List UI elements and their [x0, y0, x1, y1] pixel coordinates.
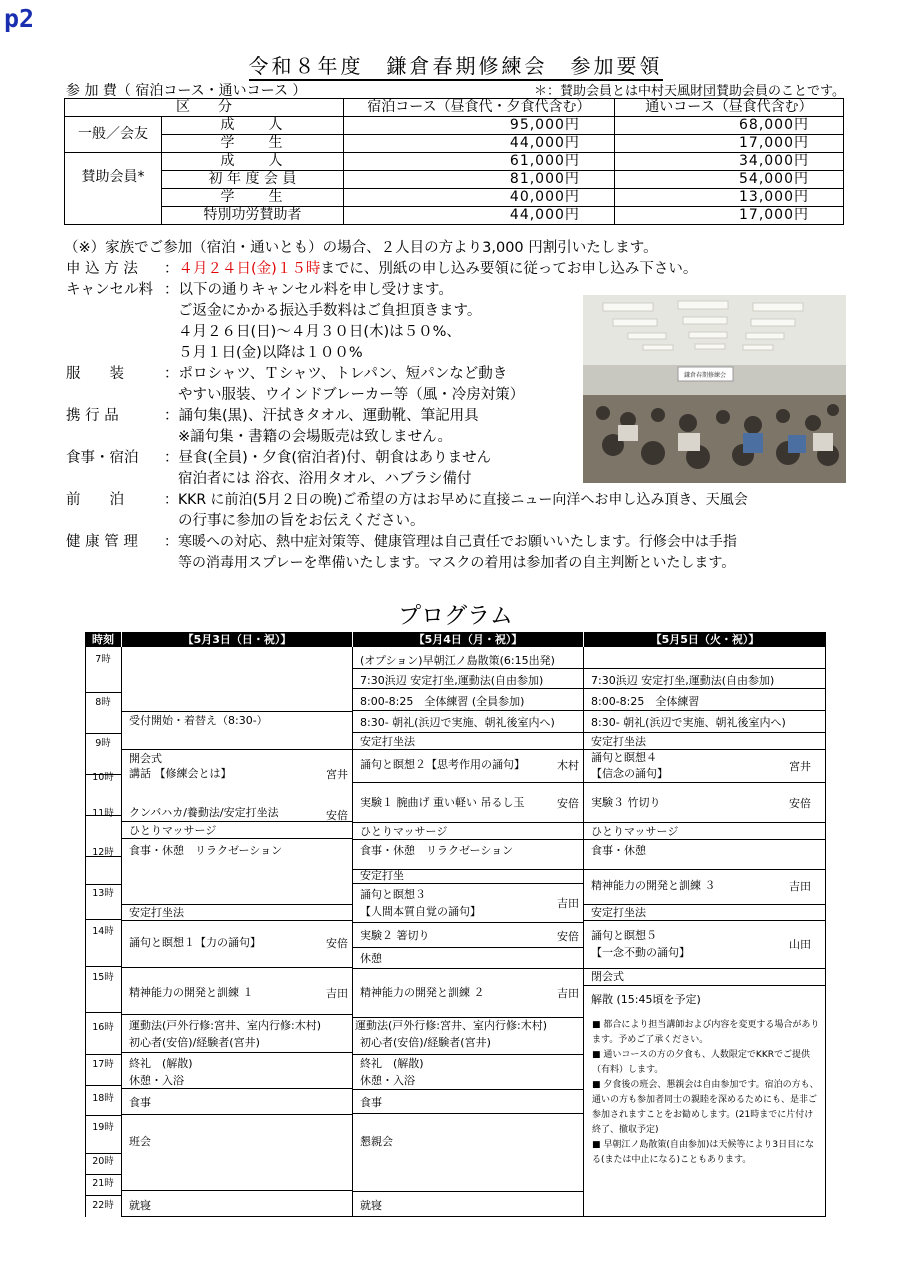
day2-event: 7:30浜辺 安定打坐,運動法(自由参加)	[360, 674, 544, 687]
dress-line: やすい服装、ウインドブレーカー等（風・冷房対策）	[178, 387, 525, 403]
table-row	[65, 153, 844, 171]
day1-event: 班会	[129, 1135, 151, 1148]
day3-event: 7:30浜辺 安定打坐,運動法(自由参加)	[591, 674, 775, 687]
items-line: ※誦句集・書籍の会場販売は致しません。	[178, 429, 453, 445]
day3-event: 閉会式	[591, 970, 624, 983]
table-row	[65, 117, 844, 135]
day3-event: 8:30- 朝礼(浜辺で実施、朝礼後室内へ)	[591, 716, 786, 729]
note-item: ■ 早朝江ノ島散策(自由参加)は天候等により3日目になる(または中止になる)こともあります。	[592, 1140, 815, 1165]
hour-label: 21時	[92, 1178, 114, 1189]
day3-event: 安定打坐法	[591, 735, 646, 748]
fee-stay: 95,000円	[343, 117, 614, 135]
fee-stay: 61,000円	[343, 153, 614, 171]
fee-note: ＊：賛助会員とは中村天風財団賛助会員のことです。	[534, 84, 845, 99]
day1-event: 講話 【修練会とは】	[129, 767, 232, 780]
fee-stay: 81,000円	[343, 171, 614, 189]
day3-event: 8:00-8:25 全体練習	[591, 695, 700, 708]
schedule-header-day3: 【5月5日（火・祝）】	[584, 632, 826, 647]
day2-event: 就寝	[360, 1199, 382, 1212]
day3-speaker: 安倍	[789, 797, 811, 810]
fee-commute: 54,000円	[614, 171, 843, 189]
day1-event: 精神能力の開発と訓練 １	[129, 986, 254, 999]
day1-event: 食事・休憩 リラクゼーション	[129, 844, 283, 857]
apply-text: ：４月２４日(金)１５時までに、別紙の申し込み要領に従ってお申し込み下さい。	[164, 261, 698, 277]
fee-commute: 34,000円	[614, 153, 843, 171]
day1-speaker: 安倍	[326, 937, 348, 950]
schedule-header-day2: 【5月4日（月・祝）】	[353, 632, 583, 647]
fee-cat-general: 一般／会友	[65, 117, 162, 153]
cancel-line: ５月１日(金)以降は１００%	[178, 345, 363, 361]
hour-label: 22時	[92, 1200, 114, 1211]
table-row	[65, 135, 844, 153]
day1-event: 食事	[129, 1096, 151, 1109]
day2-event: 運動法(戸外行修:宮井、室内行修:木村)	[355, 1019, 547, 1032]
day2-event: 実験１ 腕曲げ 重い軽い 吊るし玉	[360, 796, 525, 809]
hour-label: 12時	[92, 847, 114, 858]
hour-label: 19時	[92, 1122, 114, 1133]
table-row	[65, 207, 844, 225]
day2-event: 安定打坐	[360, 869, 404, 882]
hour-label: 11時	[92, 808, 114, 819]
day2-event: 食事	[360, 1096, 382, 1109]
fee-header-commute: 通いコース（昼食代含む）	[614, 99, 843, 117]
health-label: 健 康 管 理	[66, 534, 138, 550]
hour-label: 13時	[92, 888, 114, 899]
note-item: ■ 都合により担当講師および内容を変更する場合があります。予めご了承ください。	[592, 1020, 820, 1045]
page-title: 令和８年度 鎌倉春期修練会 参加要領	[0, 50, 911, 79]
health-line: 寒暖への対応、熱中症対策等、健康管理は自己責任でお願いいたします。行修会中は手指	[178, 534, 737, 550]
day2-event: 8:00-8:25 全体練習 (全員参加)	[360, 695, 525, 708]
day3-event: 解散 (15:45頃を予定)	[591, 993, 701, 1006]
fee-header-row	[65, 99, 844, 117]
day2-event: 休憩・入浴	[360, 1074, 415, 1087]
table-row	[65, 189, 844, 207]
day2-event: 安定打坐法	[360, 735, 415, 748]
cancel-line: 以下の通りキャンセル料を申し受けます。	[178, 282, 453, 298]
day3-event: 実験３ 竹切り	[591, 796, 661, 809]
day1-event: 開会式	[129, 752, 162, 765]
fee-row-name: 学 生	[162, 135, 344, 153]
day3-event: ひとりマッサージ	[591, 825, 679, 838]
day1-speaker: 宮井	[326, 768, 348, 781]
prestay-label: 前 泊	[66, 492, 124, 508]
day3-event: 誦句と瞑想４	[591, 751, 657, 764]
cancel-line: ４月２６日(日)～４月３０日(木)は５０%、	[178, 324, 461, 340]
fee-header-stay: 宿泊コース（昼食代・夕食代含む）	[343, 99, 614, 117]
hour-label: 17時	[92, 1059, 114, 1070]
family-discount-note: （※）家族でご参加（宿泊・通いとも）の場合、２人目の方より3,000 円割引いたします。	[64, 240, 658, 256]
fee-commute: 17,000円	[614, 135, 843, 153]
day2-event: ひとりマッサージ	[360, 825, 448, 838]
day2-event: 食事・休憩 リラクゼーション	[360, 844, 514, 857]
day1-event: 休憩・入浴	[129, 1074, 184, 1087]
prestay-line: の行事に参加の旨をお伝えください。	[178, 513, 425, 529]
hour-label: 8時	[95, 697, 111, 708]
hour-label: 7時	[95, 654, 111, 665]
day2-event: 懇親会	[360, 1135, 393, 1148]
day1-event: 誦句と瞑想１【力の誦句】	[129, 936, 261, 949]
fee-row-name: 成 人	[162, 153, 344, 171]
day2-event: 誦句と瞑想２【思考作用の誦句】	[360, 758, 525, 771]
fee-label: 参 加 費（ 宿泊コース・通いコース ）	[66, 83, 307, 99]
dress-line: ポロシャツ、Ｔシャツ、トレパン、短パンなど動き	[178, 366, 508, 382]
day3-event: 【信念の誦句】	[591, 767, 668, 780]
fee-table	[64, 98, 844, 225]
fee-commute: 17,000円	[614, 207, 843, 225]
day1-event: 初心者(安倍)/経験者(宮井)	[129, 1036, 260, 1049]
hour-label: 14時	[92, 926, 114, 937]
day2-event: 終礼 (解散)	[360, 1057, 424, 1070]
table-row	[65, 171, 844, 189]
fee-row-name: 成 人	[162, 117, 344, 135]
items-line: 誦句集(黒)、汗拭きタオル、運動靴、筆記用具	[178, 408, 479, 424]
hour-label: 16時	[92, 1022, 114, 1033]
page-number: p2	[4, 4, 35, 33]
meal-line: 昼食(全員)・夕食(宿泊者)付、朝食はありません	[178, 450, 492, 466]
cancel-line: ご返金にかかる振込手数料はご負担頂きます。	[178, 303, 482, 319]
day2-speaker: 木村	[557, 759, 579, 772]
hour-label: 9時	[95, 738, 111, 749]
fee-commute: 13,000円	[614, 189, 843, 207]
program-title: プログラム	[398, 603, 513, 629]
day2-event: 実験２ 箸切り	[360, 929, 430, 942]
day1-event: クンバハカ/養動法/安定打坐法	[129, 806, 279, 819]
day1-event: 終礼 (解散)	[129, 1057, 193, 1070]
day2-event: 誦句と瞑想３	[360, 888, 426, 901]
day2-speaker: 吉田	[557, 987, 579, 1000]
day1-speaker: 吉田	[326, 987, 348, 1000]
fee-commute: 68,000円	[614, 117, 843, 135]
day2-speaker: 安倍	[557, 930, 579, 943]
fee-row-name: 学 生	[162, 189, 344, 207]
day3-speaker: 宮井	[789, 760, 811, 773]
dress-label: 服 装	[66, 366, 124, 382]
items-label: 携 行 品	[66, 408, 119, 424]
apply-deadline: ４月２４日(金)１５時	[178, 261, 321, 277]
day2-event: 休憩	[360, 952, 382, 965]
apply-label: 申 込 方 法	[66, 261, 138, 277]
meal-line: 宿泊者には 浴衣、浴用タオル、ハブラシ備付	[178, 471, 472, 487]
fee-stay: 40,000円	[343, 189, 614, 207]
fee-header-category: 区 分	[65, 99, 344, 117]
day1-event: 運動法(戸外行修:宮井、室内行修:木村)	[129, 1019, 321, 1032]
fee-cat-support: 賛助会員*	[65, 153, 162, 225]
day1-event: ひとりマッサージ	[129, 824, 217, 837]
fee-row-name: 初 年 度 会 員	[162, 171, 344, 189]
day3-event: 食事・休憩	[591, 844, 646, 857]
note-item: ■ 通いコースの方の夕食も、人数限定でKKRでご提供（有料）します。	[592, 1050, 810, 1075]
day3-speaker: 吉田	[789, 880, 811, 893]
cancel-label: キャンセル料	[66, 282, 153, 298]
prestay-line: KKR に前泊(5月２日の晩)ご希望の方はお早めに直接ニュー向洋へお申し込み頂き、天風会	[178, 492, 748, 508]
program-notes	[592, 1018, 822, 1168]
day1-event: 就寝	[129, 1199, 151, 1212]
day3-speaker: 山田	[789, 938, 811, 951]
hour-label: 10時	[92, 772, 114, 783]
meal-label: 食事・宿泊	[66, 450, 139, 466]
day1-event: 受付開始・着替え（8:30-）	[129, 714, 268, 727]
day2-event: 精神能力の開発と訓練 ２	[360, 986, 485, 999]
fee-row-name: 特別功労賛助者	[162, 207, 344, 225]
schedule-header-day1: 【5月3日（日・祝）】	[122, 632, 352, 647]
hour-label: 18時	[92, 1093, 114, 1104]
day2-event: 初心者(安倍)/経験者(宮井)	[360, 1036, 491, 1049]
day3-event: 誦句と瞑想５	[591, 929, 657, 942]
fee-stay: 44,000円	[343, 207, 614, 225]
day2-event: (オプション)早朝江ノ島散策(6:15出発)	[360, 654, 555, 667]
fee-stay: 44,000円	[343, 135, 614, 153]
event-photo	[583, 295, 846, 483]
hour-label: 20時	[92, 1156, 114, 1167]
schedule-header-time: 時刻	[85, 632, 121, 647]
hour-label: 15時	[92, 972, 114, 983]
event-photo-illustration	[583, 295, 846, 483]
day2-event: 8:30- 朝礼(浜辺で実施、朝礼後室内へ)	[360, 716, 555, 729]
health-line: 等の消毒用スプレーを準備いたします。マスクの着用は参加者の自主判断といたします。	[178, 555, 736, 571]
day3-event: 【一念不動の誦句】	[591, 946, 690, 959]
day2-speaker: 安倍	[557, 797, 579, 810]
day3-event: 安定打坐法	[591, 906, 646, 919]
banner-text: 鎌倉春期修練会	[683, 372, 727, 379]
note-item: ■ 夕食後の班会、懇親会は自由参加です。宿泊の方も、通いの方も参加者同士の親睦を深めるためにも、是非ご参加されますことをお勧めします。(21時までに片付け終了、撤収予定)	[592, 1080, 819, 1135]
day2-speaker: 吉田	[557, 897, 579, 910]
day1-event: 安定打坐法	[129, 906, 184, 919]
day3-event: 精神能力の開発と訓練 ３	[591, 879, 716, 892]
day1-speaker: 安倍	[326, 809, 348, 822]
day2-event: 【人間本質自覚の誦句】	[360, 905, 481, 918]
